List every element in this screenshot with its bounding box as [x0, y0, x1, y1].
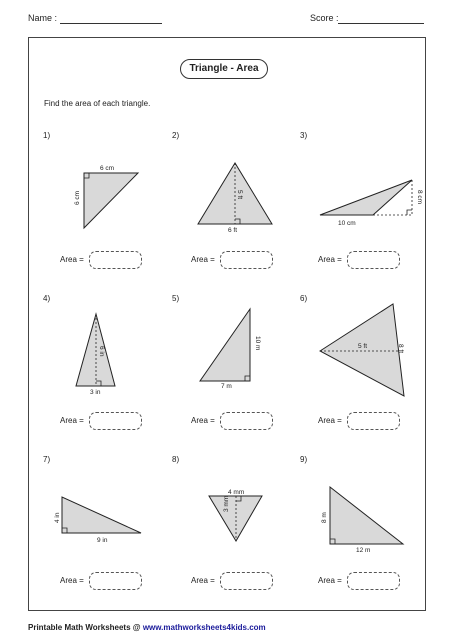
area-label: Area =: [318, 416, 342, 425]
area-label: Area =: [191, 576, 215, 585]
label-3-height: 8 cm: [416, 190, 423, 205]
area-label: Area =: [191, 255, 215, 264]
label-1-left: 6 cm: [74, 190, 81, 205]
area-label: Area =: [318, 255, 342, 264]
area-label: Area =: [60, 416, 84, 425]
answer-box-8[interactable]: [220, 572, 273, 590]
label-1-top: 6 cm: [100, 165, 115, 172]
answer-box-4[interactable]: [89, 412, 142, 430]
triangle-3: [320, 180, 412, 215]
label-4-height: 6 in: [98, 346, 105, 357]
instructions: Find the area of each triangle.: [44, 99, 151, 108]
footer-prefix: Printable Math Worksheets @: [28, 623, 141, 632]
label-6-height: 5 ft: [358, 343, 368, 350]
label-2-base: 6 ft: [228, 227, 238, 234]
answer-box-5[interactable]: [220, 412, 273, 430]
footer: [28, 623, 266, 632]
triangle-4: [76, 314, 115, 386]
label-8-height: 3 mm: [223, 495, 230, 512]
score-label: Score :: [310, 13, 339, 23]
name-label: Name :: [28, 13, 58, 23]
label-7-base: 9 in: [97, 537, 108, 544]
triangle-1: [84, 173, 138, 228]
area-label: Area =: [318, 576, 342, 585]
problem-number: 7): [43, 455, 51, 464]
problem-number: 6): [300, 294, 308, 303]
triangle-7: [62, 497, 141, 533]
answer-box-2[interactable]: [220, 251, 273, 269]
worksheet-title: Triangle - Area: [180, 59, 268, 79]
footer-link[interactable]: www.mathworksheets4kids.com: [142, 623, 266, 632]
area-label: Area =: [191, 416, 215, 425]
answer-box-9[interactable]: [347, 572, 400, 590]
problem-number: 3): [300, 131, 308, 140]
problem-number: 8): [172, 455, 180, 464]
problem-number: 4): [43, 294, 51, 303]
answer-box-1[interactable]: [89, 251, 142, 269]
label-7-height: 4 in: [54, 512, 61, 523]
triangle-6: [320, 304, 404, 396]
problem-number: 9): [300, 455, 308, 464]
triangle-5: [200, 309, 250, 381]
label-8-top: 4 mm: [228, 489, 245, 496]
label-6-base: 8 ft: [397, 344, 404, 354]
label-9-height: 8 m: [321, 512, 328, 523]
problem-number: 1): [43, 131, 51, 140]
label-9-base: 12 m: [356, 547, 371, 554]
area-label: Area =: [60, 255, 84, 264]
area-label: Area =: [60, 576, 84, 585]
triangle-9: [330, 487, 403, 544]
label-5-height: 10 m: [254, 336, 261, 351]
label-4-base: 3 in: [90, 389, 101, 396]
triangle-8: [209, 496, 262, 541]
answer-box-3[interactable]: [347, 251, 400, 269]
answer-box-7[interactable]: [89, 572, 142, 590]
label-3-base: 10 cm: [338, 220, 356, 227]
label-2-height: 5 ft: [236, 190, 243, 200]
problem-number: 2): [172, 131, 180, 140]
label-5-base: 7 m: [221, 383, 232, 390]
problem-number: 5): [172, 294, 180, 303]
answer-box-6[interactable]: [347, 412, 400, 430]
